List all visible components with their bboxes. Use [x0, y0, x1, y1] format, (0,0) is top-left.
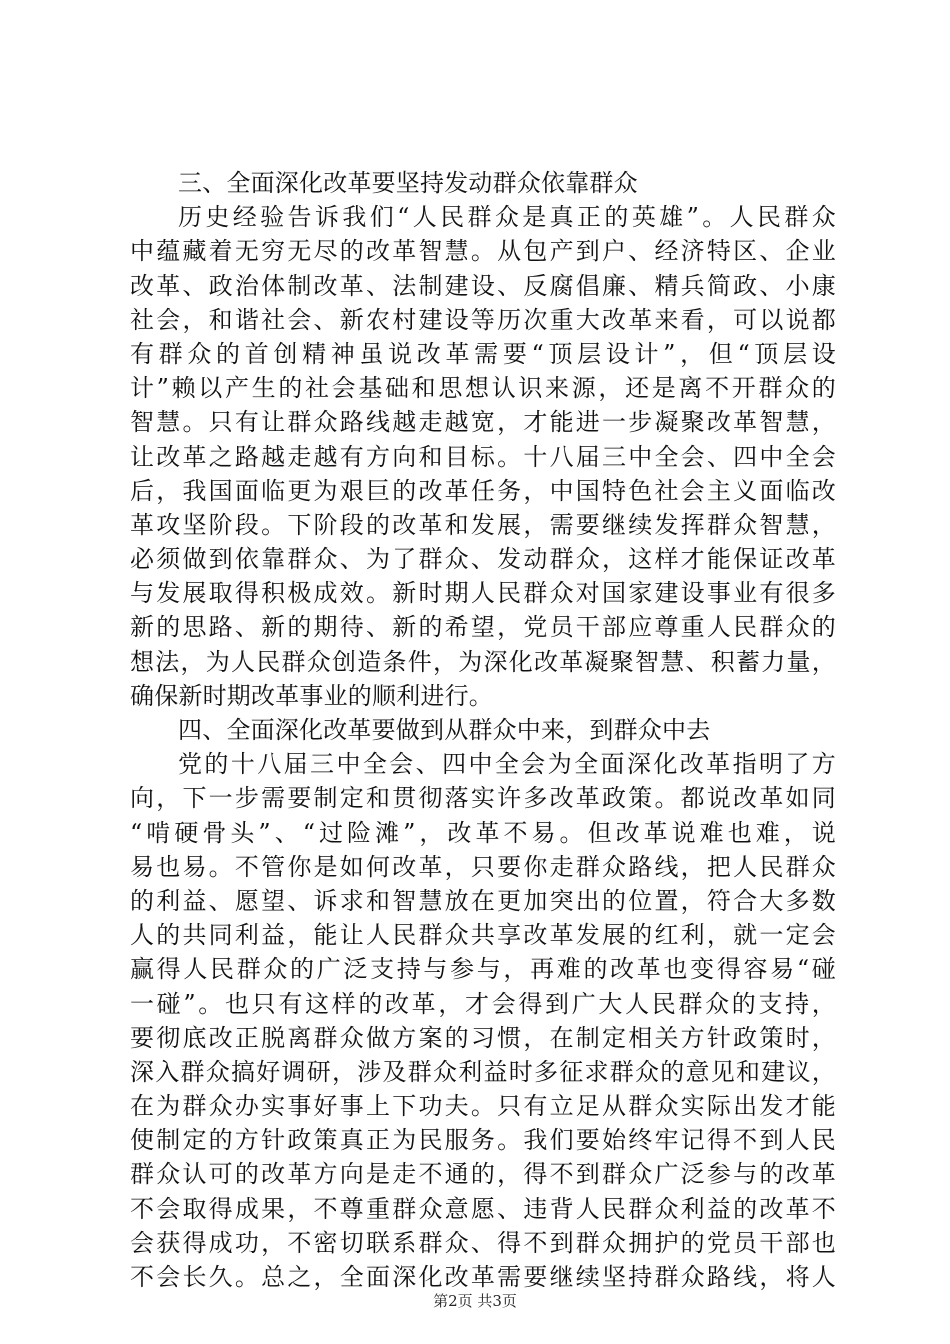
text-line: 四、全面深化改革要做到从群众中来，到群众中去 [178, 716, 711, 744]
text-line: 在为群众办实事好事上下功夫。只有立足从群众实际出发才能 [130, 1092, 836, 1121]
text-line: 新的思路、新的期待、新的希望，党员干部应尊重人民群众的 [130, 613, 836, 642]
text-line: 计”赖以产生的社会基础和思想认识来源，还是离不开群众的 [130, 374, 836, 403]
text-line: 群众认可的改革方向是走不通的，得不到群众广泛参与的改革 [130, 1160, 836, 1189]
text-line: 三、全面深化改革要坚持发动群众依靠群众 [178, 169, 638, 197]
text-line: 中蕴藏着无穷无尽的改革智慧。从包产到户、经济特区、企业 [130, 237, 836, 266]
page-number-footer: 第2页 共3页 [433, 1292, 517, 1310]
text-line: 与发展取得积极成效。新时期人民群众对国家建设事业有很多 [130, 579, 836, 608]
text-line: 历史经验告诉我们“人民群众是真正的英雄”。人民群众 [178, 203, 836, 232]
text-line: 会获得成功，不密切联系群众、得不到群众拥护的党员干部也 [130, 1228, 836, 1257]
text-line: 确保新时期改革事业的顺利进行。 [130, 681, 493, 710]
text-line: 后，我国面临更为艰巨的改革任务，中国特色社会主义面临改 [130, 476, 836, 505]
text-line: 革攻坚阶段。下阶段的改革和发展，需要继续发挥群众智慧， [130, 510, 836, 539]
text-line: 的利益、愿望、诉求和智慧放在更加突出的位置，符合大多数 [130, 886, 836, 915]
text-line: 让改革之路越走越有方向和目标。十八届三中全会、四中全会 [130, 442, 836, 471]
text-line: 必须做到依靠群众、为了群众、发动群众，这样才能保证改革 [130, 545, 836, 574]
text-line: 不会取得成果，不尊重群众意愿、违背人民群众利益的改革不 [130, 1194, 836, 1223]
text-line: 想法，为人民群众创造条件，为深化改革凝聚智慧、积蓄力量， [130, 647, 836, 676]
text-line: 要彻底改正脱离群众做方案的习惯，在制定相关方针政策时， [130, 1023, 836, 1052]
text-line: “啃硬骨头”、“过险滩”，改革不易。但改革说难也难，说 [130, 818, 836, 847]
text-line: 使制定的方针政策真正为民服务。我们要始终牢记得不到人民 [130, 1126, 836, 1155]
text-line: 向，下一步需要制定和贯彻落实许多改革政策。都说改革如同 [130, 784, 836, 813]
text-line: 改革、政治体制改革、法制建设、反腐倡廉、精兵简政、小康 [130, 271, 836, 300]
text-line: 党的十八届三中全会、四中全会为全面深化改革指明了方 [178, 750, 836, 779]
text-line: 易也易。不管你是如何改革，只要你走群众路线，把人民群众 [130, 852, 836, 881]
text-line: 赢得人民群众的广泛支持与参与，再难的改革也变得容易“碰 [130, 955, 836, 984]
text-line: 智慧。只有让群众路线越走越宽，才能进一步凝聚改革智慧， [130, 408, 836, 437]
text-line: 社会，和谐社会、新农村建设等历次重大改革来看，可以说都 [130, 305, 836, 334]
text-line: 不会长久。总之，全面深化改革需要继续坚持群众路线，将人 [130, 1263, 836, 1291]
text-line: 有群众的首创精神虽说改革需要“顶层设计”，但“顶层设 [130, 339, 836, 368]
text-line: 一碰”。也只有这样的改革，才会得到广大人民群众的支持， [130, 989, 836, 1018]
document-body [130, 166, 836, 1294]
text-line: 人的共同利益，能让人民群众共享改革发展的红利，就一定会 [130, 921, 836, 950]
text-line: 深入群众搞好调研，涉及群众利益时多征求群众的意见和建议， [130, 1057, 836, 1086]
